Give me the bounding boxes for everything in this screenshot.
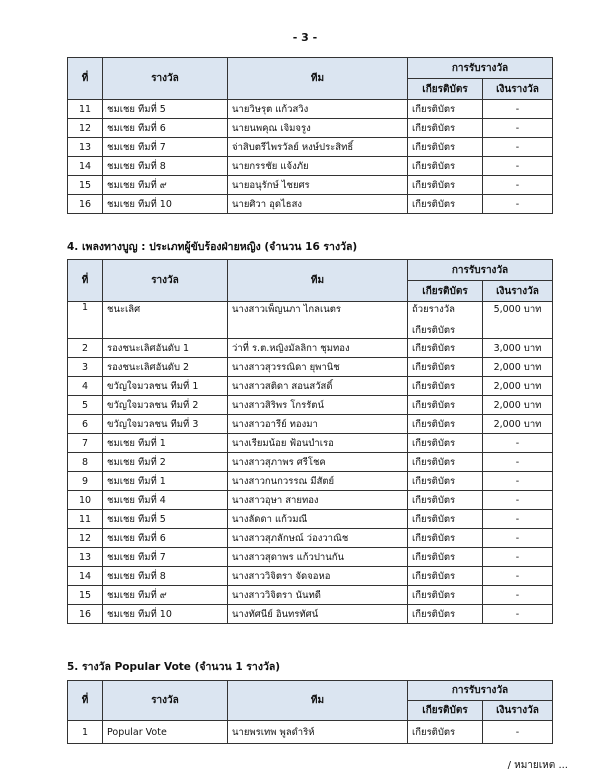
header-team: ทีม [228,260,408,302]
cell-award: ชมเชย ทีมที่ 1 [103,434,228,453]
cell-no: 12 [68,119,103,138]
table-row [68,548,553,567]
cell-certificate: เกียรติบัตร [408,721,483,744]
table-row [68,119,553,138]
header-money: เงินรางวัล [483,701,553,721]
cell-certificate: เกียรติบัตร [408,434,483,453]
cell-team: นางทัศนีย์ อินทรทัศน์ [228,605,408,624]
cert-line-trophy: ถ้วยรางวัล [412,304,455,315]
cert-line-certificate: เกียรติบัตร [412,325,456,336]
cell-no: 11 [68,100,103,119]
cell-money: - [483,491,553,510]
cell-award: ชมเชย ทีมที่ 6 [103,119,228,138]
cell-certificate: เกียรติบัตร [408,529,483,548]
header-award: รางวัล [103,681,228,721]
cell-award: ชมเชย ทีมที่ 7 [103,138,228,157]
cell-certificate: เกียรติบัตร [408,358,483,377]
cell-award: ชมเชย ทีมที่ 5 [103,100,228,119]
cell-team: ว่าที่ ร.ต.หญิงมัลลิกา ชุมทอง [228,339,408,358]
header-no: ที่ [68,58,103,100]
table-row [68,138,553,157]
table-row [68,453,553,472]
table-row [68,472,553,491]
cell-money: - [483,176,553,195]
section-5-title: 5. รางวัล Popular Vote (จำนวน 1 รางวัล) [67,661,281,673]
cell-team: นางสาวสุดาพร แก้วปานกัน [228,548,408,567]
cell-award: ชมเชย ทีมที่ ๙ [103,176,228,195]
table-row [68,358,553,377]
cell-award: ชมเชย ทีมที่ 8 [103,567,228,586]
cell-award: ชมเชย ทีมที่ 5 [103,510,228,529]
cell-no: 14 [68,567,103,586]
cell-certificate: เกียรติบัตร [408,586,483,605]
cell-money: - [483,195,553,214]
cell-team: นางสาวอุษา สายทอง [228,491,408,510]
header-team: ทีม [228,58,408,100]
cell-money: - [483,119,553,138]
cell-award: ชมเชย ทีมที่ 2 [103,453,228,472]
cell-no: 8 [68,453,103,472]
table-row [68,339,553,358]
header-receive: การรับรางวัล [408,681,553,701]
cell-money: 2,000 บาท [483,396,553,415]
cell-no: 3 [68,358,103,377]
table-row [68,302,553,339]
cell-team: นางลัดดา แก้วมณี [228,510,408,529]
cell-team: นางสาววิจิตรา นันทดี [228,586,408,605]
section-4-title: 4. เพลงทางบูญ : ประเภทผู้ขับร้องฝ่ายหญิง (จำนวน 16 รางวัล) [67,241,358,253]
cell-money: 5,000 บาท [483,302,553,339]
cell-money: - [483,157,553,176]
table-row [68,157,553,176]
cell-team: นางสาวสติดา สอนสวัสดิ์ [228,377,408,396]
header-certificate: เกียรติบัตร [408,281,483,302]
cell-no: 15 [68,586,103,605]
cell-money: - [483,605,553,624]
cell-money: 2,000 บาท [483,358,553,377]
cell-certificate: เกียรติบัตร [408,491,483,510]
cell-team: นางเรียมน้อย ฟ้อนบำเรอ [228,434,408,453]
cell-no: 12 [68,529,103,548]
header-no: ที่ [68,681,103,721]
table-row [68,586,553,605]
cell-certificate: เกียรติบัตร [408,567,483,586]
table-row [68,415,553,434]
cell-certificate: เกียรติบัตร [408,119,483,138]
cell-team: นายนพคุณ เจิมจรูง [228,119,408,138]
cell-certificate: เกียรติบัตร [408,415,483,434]
cell-money: - [483,721,553,744]
cell-no: 11 [68,510,103,529]
cell-certificate: เกียรติบัตร [408,453,483,472]
cell-no: 4 [68,377,103,396]
cell-no: 5 [68,396,103,415]
cell-award: รองชนะเลิศอันดับ 2 [103,358,228,377]
header-award: รางวัล [103,260,228,302]
cell-certificate: เกียรติบัตร [408,548,483,567]
header-receive: การรับรางวัล [408,58,553,79]
cell-money: - [483,100,553,119]
cell-certificate: เกียรติบัตร [408,396,483,415]
cell-no: 10 [68,491,103,510]
cell-team: นางสาวสุภาพร ศรีโชค [228,453,408,472]
cell-certificate: เกียรติบัตร [408,377,483,396]
award-table-continued [67,57,553,214]
table-row [68,605,553,624]
cell-money: - [483,453,553,472]
header-no: ที่ [68,260,103,302]
cell-team: นางสาวสุภลักษณ์ ว่องวาณิช [228,529,408,548]
table-row [68,195,553,214]
cell-certificate: เกียรติบัตร [408,339,483,358]
cell-award: ขวัญใจมวลชน ทีมที่ 2 [103,396,228,415]
table-row [68,567,553,586]
cell-no: 13 [68,548,103,567]
cell-money: - [483,510,553,529]
cell-no: 7 [68,434,103,453]
cell-money: 2,000 บาท [483,377,553,396]
cell-money: - [483,548,553,567]
table-row [68,721,553,744]
header-certificate: เกียรติบัตร [408,79,483,100]
cell-no: 13 [68,138,103,157]
cell-award: ชมเชย ทีมที่ 7 [103,548,228,567]
cell-money: - [483,586,553,605]
cell-team: นางสาวอารีย์ ทองมา [228,415,408,434]
award-table-popular-vote [67,680,553,744]
cell-certificate: เกียรติบัตร [408,195,483,214]
cell-award: ชมเชย ทีมที่ 10 [103,195,228,214]
table-row [68,510,553,529]
header-money: เงินรางวัล [483,79,553,100]
header-team: ทีม [228,681,408,721]
award-table-female-singers [67,259,553,624]
cell-award: ชนะเลิศ [103,302,228,339]
cell-no: 1 [68,302,103,339]
table-row [68,100,553,119]
cell-certificate: เกียรติบัตร [408,176,483,195]
cell-certificate [408,302,483,339]
cell-certificate: เกียรติบัตร [408,605,483,624]
page-number: - 3 - [292,31,318,44]
table-row [68,176,553,195]
table-row [68,491,553,510]
cell-money: 2,000 บาท [483,415,553,434]
cell-award: ชมเชย ทีมที่ 8 [103,157,228,176]
cell-award: Popular Vote [103,721,228,744]
cell-certificate: เกียรติบัตร [408,100,483,119]
cell-money: - [483,472,553,491]
table-row [68,529,553,548]
cell-award: ชมเชย ทีมที่ 4 [103,491,228,510]
header-money: เงินรางวัล [483,281,553,302]
cell-award: ชมเชย ทีมที่ ๙ [103,586,228,605]
cell-award: ขวัญใจมวลชน ทีมที่ 3 [103,415,228,434]
cell-no: 15 [68,176,103,195]
cell-money: - [483,434,553,453]
cell-no: 1 [68,721,103,744]
cell-certificate: เกียรติบัตร [408,510,483,529]
cell-award: ชมเชย ทีมที่ 10 [103,605,228,624]
cell-team: นายกรรชัย แจ้งภัย [228,157,408,176]
cell-team: นางสาววิจิตรา จัดจอหอ [228,567,408,586]
cell-team: นางสาวเพ็ญนภา ไกลเนตร [228,302,408,339]
cell-award: ขวัญใจมวลชน ทีมที่ 1 [103,377,228,396]
cell-money: - [483,529,553,548]
cell-team: จ่าสิบตรีไพรวัลย์ หงษ์ประสิทธิ์ [228,138,408,157]
cell-money: - [483,567,553,586]
cell-award: ชมเชย ทีมที่ 6 [103,529,228,548]
cell-no: 14 [68,157,103,176]
table-row [68,434,553,453]
table-row [68,396,553,415]
cell-team: นางสาวสิริพร โกรรัตน์ [228,396,408,415]
cell-money: 3,000 บาท [483,339,553,358]
cell-team: นายวิษรุต แก้วสวิง [228,100,408,119]
cell-no: 2 [68,339,103,358]
cell-certificate: เกียรติบัตร [408,138,483,157]
cell-certificate: เกียรติบัตร [408,472,483,491]
cell-team: นายพรเทพ พูลดำริห์ [228,721,408,744]
cell-no: 9 [68,472,103,491]
header-certificate: เกียรติบัตร [408,701,483,721]
cell-no: 16 [68,195,103,214]
cell-team: นายอนุรักษ์ ไชยศร [228,176,408,195]
table-row [68,377,553,396]
cell-money: - [483,138,553,157]
cell-no: 16 [68,605,103,624]
cell-certificate: เกียรติบัตร [408,157,483,176]
header-award: รางวัล [103,58,228,100]
cell-team: นางสาวกนกวรรณ มีสัตย์ [228,472,408,491]
cell-team: นางสาวสุวรรณิดา ยุพานิช [228,358,408,377]
footer-note: / หมายเหต ... [507,760,568,771]
cell-award: ชมเชย ทีมที่ 1 [103,472,228,491]
cell-award: รองชนะเลิศอันดับ 1 [103,339,228,358]
cell-team: นายศิวา อุดไธสง [228,195,408,214]
cell-no: 6 [68,415,103,434]
header-receive: การรับรางวัล [408,260,553,281]
